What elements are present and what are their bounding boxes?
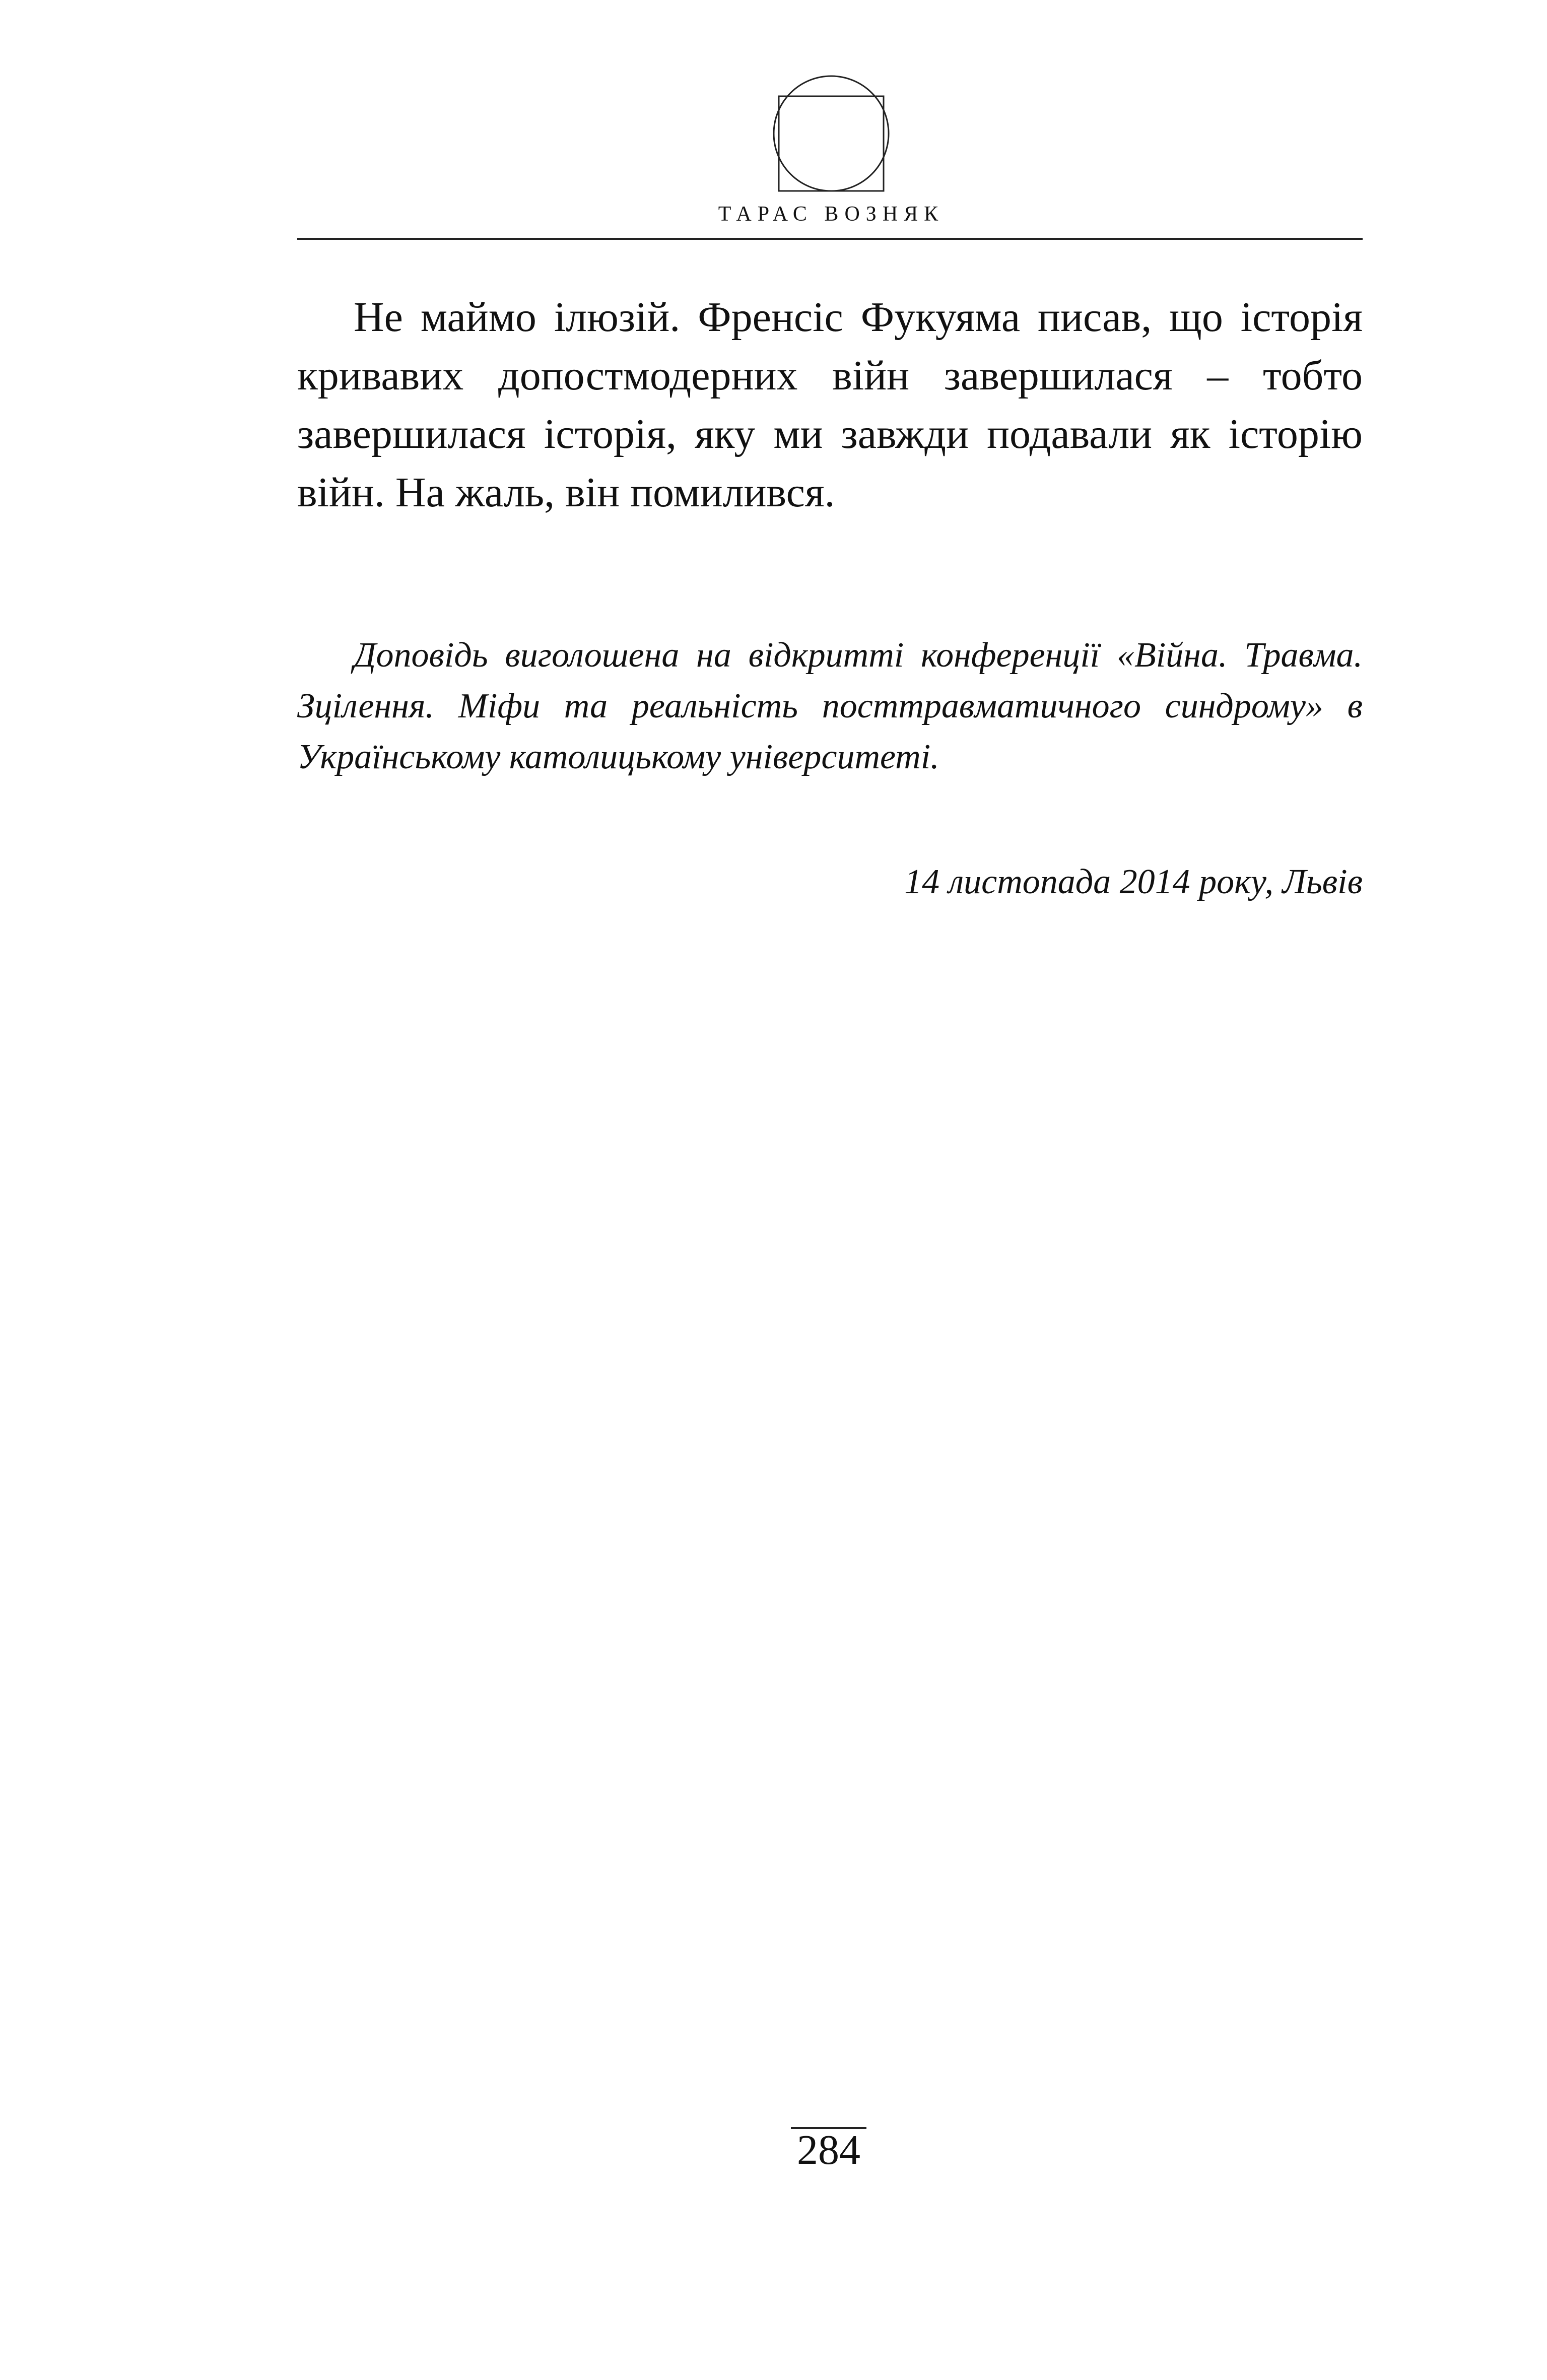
circle-square-emblem-icon — [771, 73, 892, 194]
dateline: 14 листопада 2014 року, Львів — [904, 863, 1363, 901]
running-head: ТАРАС ВОЗНЯК — [718, 203, 945, 226]
source-note: Доповідь виголошена на відкритті конференції «Війна. Травма. Зцілення. Міфи та реальність посттравматичного синдрому» в Українському католицькому університеті. — [297, 636, 1363, 776]
header-rule — [297, 238, 1363, 240]
body-paragraph: Не маймо ілюзій. Френсіс Фукуяма писав, що історія кривавих допостмодерних війн завершилася – тобто завершилася історія, яку ми завжди подавали як історію війн. На жаль, він помилився. — [297, 294, 1363, 516]
page-number: 284 — [797, 2127, 860, 2173]
